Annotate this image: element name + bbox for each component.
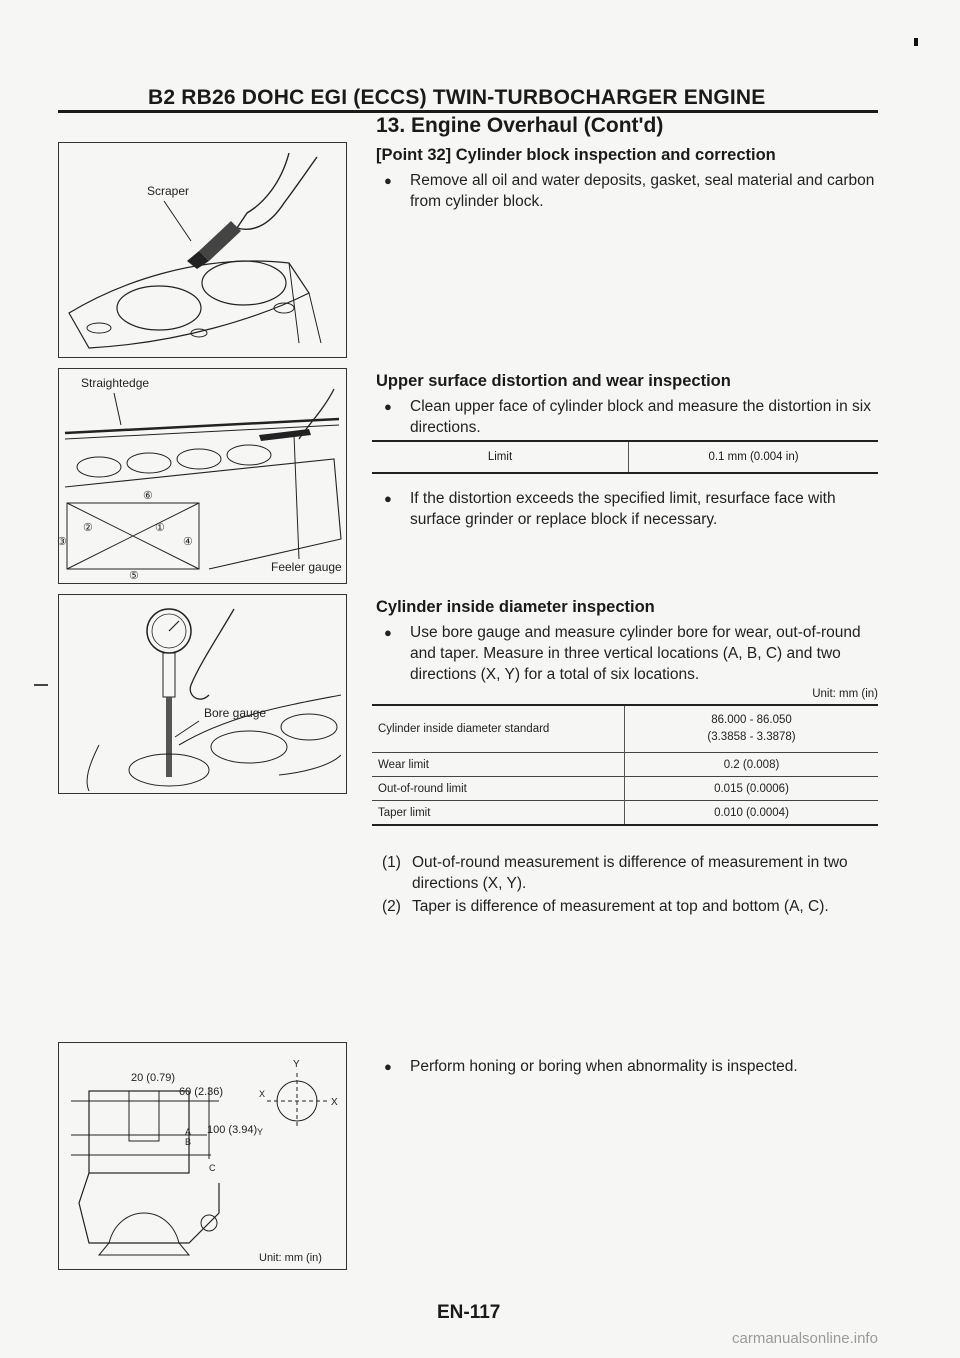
marker-3: ③: [57, 536, 67, 548]
point-a: A: [185, 1127, 192, 1137]
point32-bullet-text: Remove all oil and water deposits, gasket, seal material and carbon from cylinder block.: [410, 172, 875, 210]
bore-heading: Cylinder inside diameter inspection: [376, 598, 655, 616]
limit-label: Limit: [372, 442, 629, 472]
spec-label: Wear limit: [372, 753, 625, 777]
dim-100: 100 (3.94): [207, 1124, 258, 1136]
scraper-illustration: [59, 143, 346, 357]
honing-bullet: [384, 1056, 880, 1077]
bullet-icon: ●: [384, 625, 392, 640]
axis-x-right: X: [331, 1097, 338, 1108]
spec-value-mm: 86.000 - 86.050: [711, 714, 792, 726]
figure-unit: Unit: mm (in): [259, 1252, 322, 1264]
spec-label: Cylinder inside diameter standard: [372, 706, 625, 753]
figure-scraper: [58, 142, 347, 358]
limit-table: [372, 440, 878, 474]
figure-measurement-locations: [58, 1042, 347, 1270]
spec-value-in: (3.3858 - 3.3878): [707, 731, 796, 743]
table-row: [372, 777, 878, 801]
axis-x-left: X: [259, 1089, 266, 1099]
bore-bullet: [384, 622, 880, 685]
dim-60: 60 (2.36): [179, 1086, 224, 1098]
bullet-icon: ●: [384, 399, 392, 414]
surface-bullet-1: [384, 396, 880, 438]
spec-value: 0.2 (0.008): [723, 758, 780, 771]
axis-y-top: Y: [293, 1059, 300, 1070]
honing-bullet-text: Perform honing or boring when abnormality is inspected.: [410, 1058, 798, 1075]
bore-gauge-illustration: [59, 595, 346, 793]
bore-note-1: [382, 852, 880, 894]
figure-label-scraper: Scraper: [147, 184, 190, 198]
bullet-icon: ●: [384, 491, 392, 506]
spec-value: 0.010 (0.0004): [714, 806, 789, 819]
page-number: EN-117: [437, 1302, 501, 1323]
dim-20: 20 (0.79): [131, 1072, 176, 1084]
bore-bullet-text: Use bore gauge and measure cylinder bore for wear, out-of-round and taper. Measure in three vertical locations (A, B, C) and two directions (X, Y) for a total of six locations.: [410, 624, 861, 683]
spec-label: Taper limit: [372, 801, 625, 825]
marker-5: ⑤: [129, 570, 139, 582]
surface-bullet-2-text: If the distortion exceeds the specified limit, resurface face with surface grinder or replace block if necessary.: [410, 490, 836, 528]
section-title: 13. Engine Overhaul (Cont'd): [376, 114, 664, 137]
axis-y-bottom: Y: [257, 1127, 264, 1137]
limit-value: 0.1 mm (0.004 in): [708, 451, 799, 463]
marker-2: ②: [83, 522, 93, 534]
note-1-text: Out-of-round measurement is difference of measurement in two directions (X, Y).: [412, 854, 848, 892]
figure-label-feeler-gauge: Feeler gauge: [271, 560, 342, 574]
surface-bullet-2: [384, 488, 880, 530]
spec-label: Out-of-round limit: [372, 777, 625, 801]
spec-value: 0.015 (0.0006): [714, 782, 789, 795]
note-2-text: Taper is difference of measurement at top and bottom (A, C).: [412, 898, 829, 915]
straightedge-illustration: [59, 369, 346, 583]
note-2-number: (2): [382, 898, 401, 915]
figure-label-straightedge: Straightedge: [81, 376, 150, 390]
measurement-illustration: [59, 1043, 346, 1269]
note-1-number: (1): [382, 854, 401, 871]
marker-1: ①: [155, 522, 165, 534]
spec-value: [625, 706, 879, 753]
bore-note-2: [382, 896, 880, 917]
surface-bullet-1-text: Clean upper face of cylinder block and measure the distortion in six directions.: [410, 398, 871, 436]
figure-label-bore-gauge: Bore gauge: [204, 706, 267, 720]
watermark: carmanualsonline.info: [732, 1330, 878, 1347]
table-row: [372, 753, 878, 777]
point-c: C: [209, 1163, 216, 1173]
table-row: [372, 801, 878, 825]
table-row: [372, 706, 878, 753]
surface-heading: Upper surface distortion and wear inspection: [376, 372, 731, 390]
marker-6: ⑥: [143, 490, 153, 502]
margin-mark: [34, 684, 48, 686]
bore-unit: Unit: mm (in): [812, 688, 878, 700]
point32-bullet: [384, 170, 880, 212]
header-rule: [58, 110, 878, 113]
marker-4: ④: [183, 536, 193, 548]
point-b: B: [185, 1137, 192, 1147]
point32-heading: [Point 32] Cylinder block inspection and correction: [376, 146, 776, 164]
bullet-icon: ●: [384, 173, 392, 188]
bore-spec-table: [372, 704, 878, 826]
figure-straightedge: [58, 368, 347, 584]
figure-bore-gauge: [58, 594, 347, 794]
page-mark: [914, 38, 918, 46]
bullet-icon: ●: [384, 1059, 392, 1074]
page-header-title: B2 RB26 DOHC EGI (ECCS) TWIN-TURBOCHARGER ENGINE: [148, 86, 766, 109]
